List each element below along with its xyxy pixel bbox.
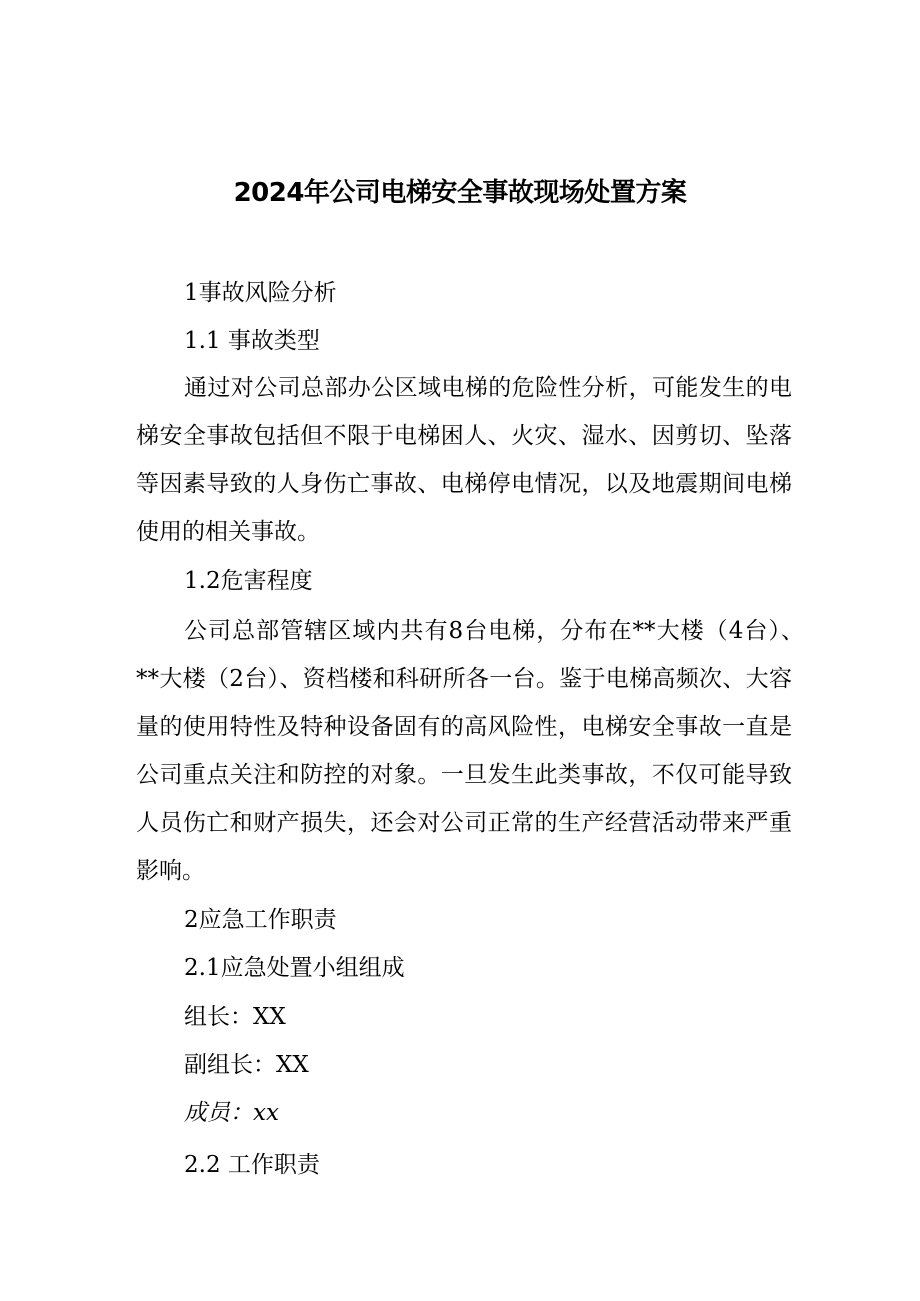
heading-1: 1事故风险分析 (184, 280, 337, 306)
members-line: 成员：xx (184, 1100, 279, 1126)
paragraph-line: **大楼（2台）、资档楼和科研所各一台。鉴于电梯高频次、大容 (136, 666, 792, 692)
paragraph-line: 量的使用特性及特种设备固有的高风险性，电梯安全事故一直是 (136, 714, 792, 740)
heading-2: 2应急工作职责 (184, 907, 337, 933)
paragraph-line: 使用的相关事故。 (136, 519, 320, 545)
heading-2-2: 2.2 工作职责 (184, 1152, 320, 1178)
paragraph-line: 公司重点关注和防控的对象。一旦发生此类事故，不仅可能导致 (136, 762, 792, 788)
group-leader-line: 组长：XX (184, 1004, 286, 1030)
deputy-leader-line: 副组长：XX (184, 1052, 309, 1078)
paragraph-line: 等因素导致的人身伤亡事故、电梯停电情况，以及地震期间电梯 (136, 471, 792, 497)
paragraph-line: 公司总部管辖区域内共有8台电梯，分布在**大楼（4台）、 (184, 618, 804, 644)
heading-2-1: 2.1应急处置小组组成 (184, 955, 405, 981)
heading-1-2: 1.2危害程度 (184, 568, 313, 594)
paragraph-line: 影响。 (136, 858, 205, 884)
paragraph-line: 通过对公司总部办公区域电梯的危险性分析，可能发生的电 (184, 375, 792, 401)
document-title: 2024年公司电梯安全事故现场处置方案 (233, 178, 687, 208)
paragraph-line: 梯安全事故包括但不限于电梯困人、火灾、湿水、因剪切、坠落 (136, 423, 792, 449)
heading-1-1: 1.1 事故类型 (184, 328, 320, 354)
paragraph-line: 人员伤亡和财产损失，还会对公司正常的生产经营活动带来严重 (136, 810, 792, 836)
